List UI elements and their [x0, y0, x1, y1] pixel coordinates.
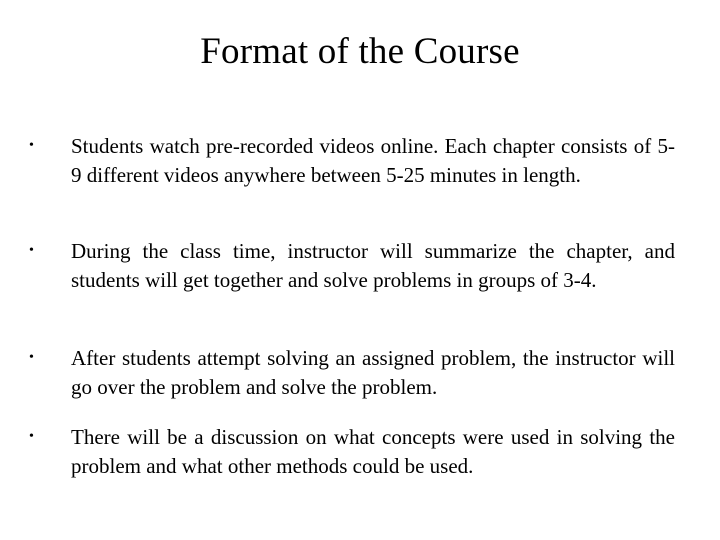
bullet-text: There will be a discussion on what concepts were used in solving the problem and what other methods could be used. [71, 425, 675, 478]
bullet-icon: • [29, 429, 34, 444]
bullet-icon: • [29, 243, 34, 258]
bullet-text: Students watch pre-recorded videos online. Each chapter consists of 5-9 different videos anywhere between 5-25 minutes in length. [71, 134, 675, 187]
bullet-icon: • [29, 350, 34, 365]
bullet-icon: • [29, 138, 34, 153]
bullet-text: During the class time, instructor will summarize the chapter, and students will get together and solve problems in groups of 3-4. [71, 239, 675, 292]
bullet-text: After students attempt solving an assigned problem, the instructor will go over the problem and solve the problem. [71, 346, 675, 399]
slide-title: Format of the Course [200, 31, 520, 72]
